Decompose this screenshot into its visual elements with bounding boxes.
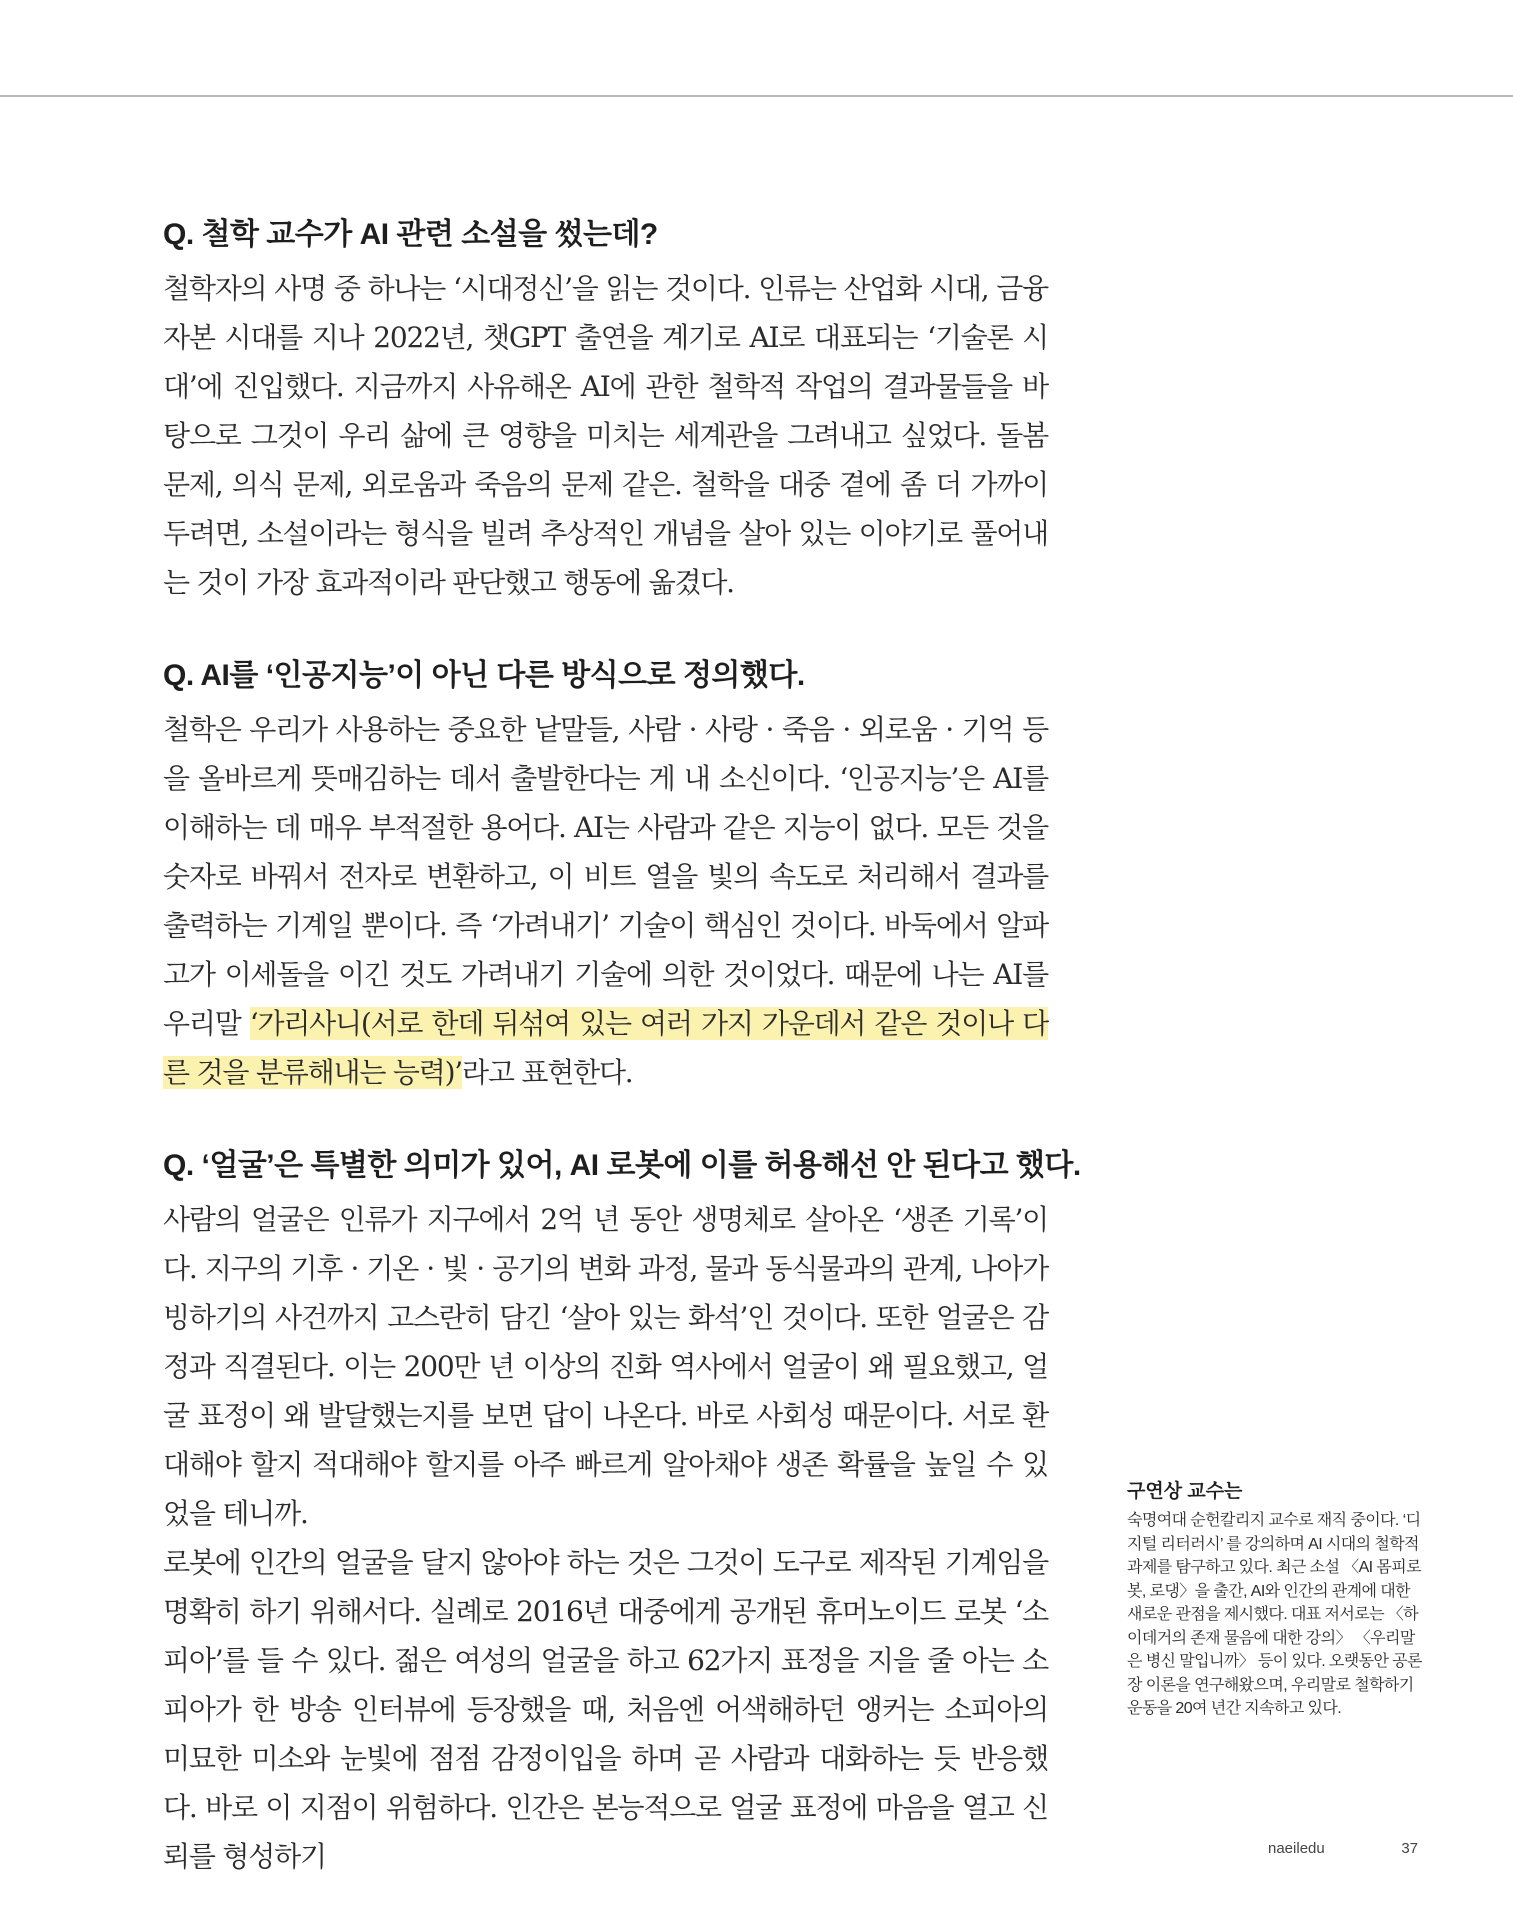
answer-paragraph xyxy=(163,705,1048,1097)
author-bio-title: 구연상 교수는 xyxy=(1127,1481,1243,1502)
author-bio-text: 숙명여대 순헌칼리지 교수로 재직 중이다. ‘디지털 리터러시’ 를 강의하며 AI 시대의 철학적 과제를 탐구하고 있다. 최근 소설 〈AI 몸피로봇, 로댕〉을 출간, AI와 인간의 관계에 대한 새로운 관점을 제시했다. 대표 저서로는 〈하이데거의 존재 물음에 대한 강의〉 〈우리말은 병신 말입니까〉 등이 있다. 오랫동안 공론장 이론을 연구해왔으며, 우리말로 철학하기 운동을 20여 년간 지속하고 있다. xyxy=(1127,1512,1422,1717)
question-heading: Q. 철학 교수가 AI 관련 소설을 썼는데? xyxy=(163,218,658,251)
answer-text-before: 철학은 우리가 사용하는 중요한 낱말들, 사람 · 사랑 · 죽음 · 외로움 · 기억 등을 올바르게 뜻매김하는 데서 출발한다는 게 내 소신이다. ‘인공지능’은 AI를 이해하는 데 매우 부적절한 용어다. AI는 사람과 같은 지능이 없다. 모든 것을 숫자로 바꿔서 전자로 변환하고, 이 비트 열을 빛의 속도로 처리해서 결과를 출력하는 기계일 뿐이다. 즉 ‘가려내기’ 기술이 핵심인 것이다. 바둑에서 알파고가 이세돌을 이긴 것도 가려내기 기술에 의한 것이었다. 때문에 나는 AI를 우리말 xyxy=(163,713,1048,1040)
answer-paragraph: 철학자의 사명 중 하나는 ‘시대정신’을 읽는 것이다. 인류는 산업화 시대, 금융자본 시대를 지나 2022년, 챗GPT 출연을 계기로 AI로 대표되는 ‘기술론 시대’에 진입했다. 지금까지 사유해온 AI에 관한 철학적 작업의 결과물들을 바탕으로 그것이 우리 삶에 큰 영향을 미치는 세계관을 그려내고 싶었다. 돌봄 문제, 의식 문제, 외로움과 죽음의 문제 같은. 철학을 대중 곁에 좀 더 가까이 두려면, 소설이라는 형식을 빌려 추상적인 개념을 살아 있는 이야기로 풀어내는 것이 가장 효과적이라 판단했고 행동에 옮겼다. xyxy=(163,272,1048,599)
footer-brand: naeiledu xyxy=(1268,1840,1325,1857)
qa-section-2 xyxy=(163,651,1048,1097)
answer-paragraph: 사람의 얼굴은 인류가 지구에서 2억 년 동안 생명체로 살아온 ‘생존 기록’이다. 지구의 기후 · 기온 · 빛 · 공기의 변화 과정, 물과 동식물과의 관계, 나아가 빙하기의 사건까지 고스란히 담긴 ‘살아 있는 화석’인 것이다. 또한 얼굴은 감정과 직결된다. 이는 200만 년 이상의 진화 역사에서 얼굴이 왜 필요했고, 얼굴 표정이 왜 발달했는지를 보면 답이 나온다. 바로 사회성 때문이다. 서로 환대해야 할지 적대해야 할지를 아주 빠르게 알아채야 생존 확률을 높일 수 있었을 테니까. xyxy=(163,1203,1048,1530)
article-body xyxy=(163,210,1081,1925)
qa-section-3 xyxy=(163,1141,1081,1881)
answer-text xyxy=(163,264,1048,607)
qa-section-1 xyxy=(163,210,1048,607)
top-divider xyxy=(0,95,1513,97)
highlighted-definition: ‘가리사니(서로 한데 뒤섞여 있는 여러 가지 가운데서 같은 것이나 다른 것을 분류해내는 능력)’ xyxy=(163,1007,1048,1089)
answer-paragraph: 로봇에 인간의 얼굴을 달지 않아야 하는 것은 그것이 도구로 제작된 기계임을 명확히 하기 위해서다. 실례로 2016년 대중에게 공개된 휴머노이드 로봇 ‘소피아’를 들 수 있다. 젊은 여성의 얼굴을 하고 62가지 표정을 지을 줄 아는 소피아가 한 방송 인터뷰에 등장했을 때, 처음엔 어색해하던 앵커는 소피아의 미묘한 미소와 눈빛에 점점 감정이입을 하며 곧 사람과 대화하는 듯 반응했다. 바로 이 지점이 위험하다. 인간은 본능적으로 얼굴 표정에 마음을 열고 신뢰를 형성하기 xyxy=(163,1546,1048,1873)
question-heading: Q. AI를 ‘인공지능’이 아닌 다른 방식으로 정의했다. xyxy=(163,659,805,692)
answer-text xyxy=(163,1195,1048,1881)
page-number: 37 xyxy=(1401,1840,1418,1857)
page-footer xyxy=(1268,1840,1418,1857)
answer-text xyxy=(163,705,1048,1097)
author-bio xyxy=(1127,1477,1422,1721)
answer-text-after: 라고 표현한다. xyxy=(462,1056,633,1089)
question-heading: Q. ‘얼굴’은 특별한 의미가 있어, AI 로봇에 이를 허용해선 안 된다고 했다. xyxy=(163,1149,1081,1182)
